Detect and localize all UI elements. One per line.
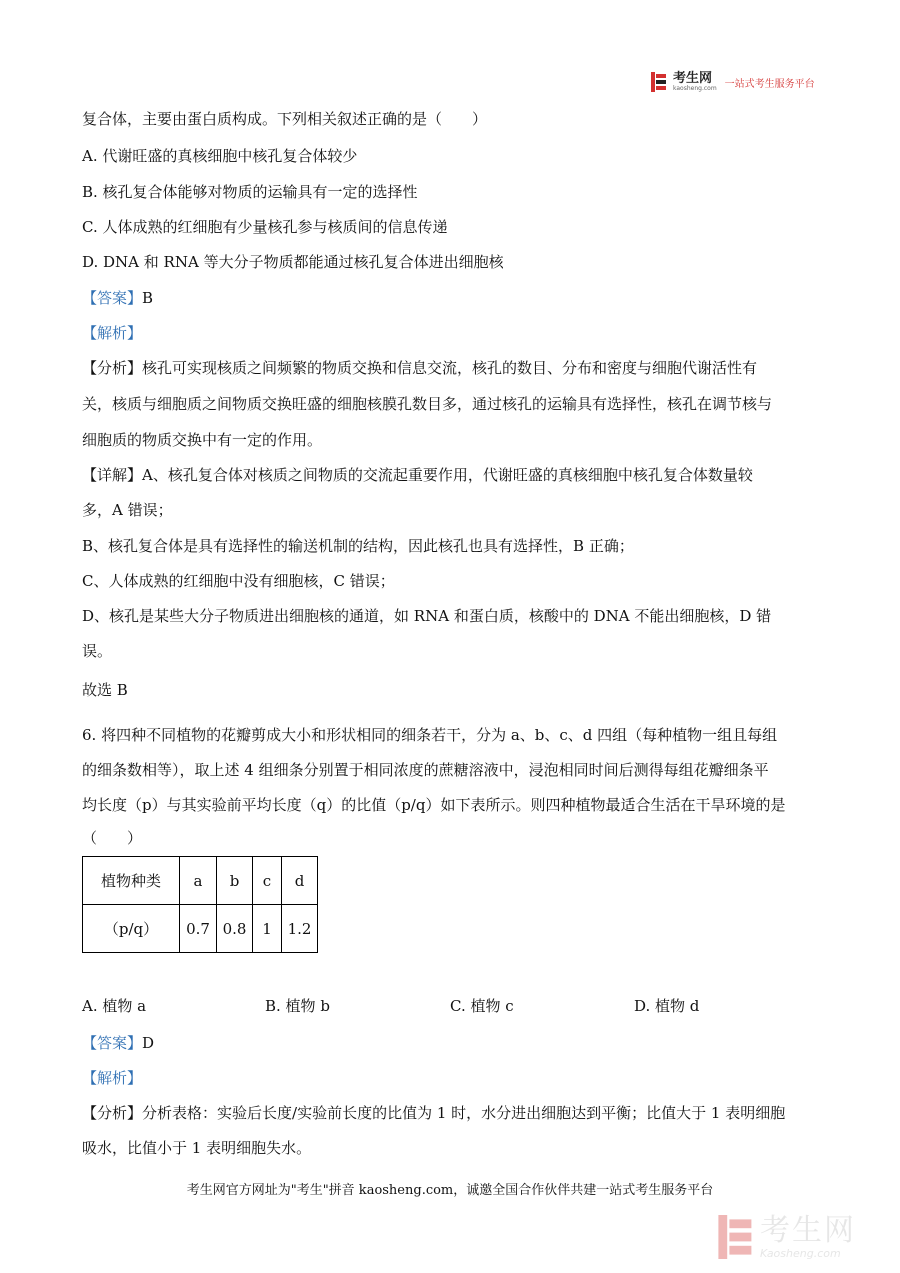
table-cell: 0.8 <box>217 905 253 953</box>
table-cell: d <box>282 857 318 905</box>
q5-answer-label: 【答案】 <box>82 289 143 307</box>
q6-stem-line-1: 6. 将四种不同植物的花瓣剪成大小和形状相同的细条若干，分为 a、b、c、d 四组（每种植物一组且每组 <box>82 726 778 744</box>
q5-xiangjie-text-1: A、核孔复合体对核质之间物质的交流起重要作用，代谢旺盛的真核细胞中核孔复合体数量较 <box>142 466 753 484</box>
q5-fenxi-label: 【分析】 <box>82 359 143 377</box>
q6-answer-value: D <box>142 1034 155 1052</box>
q5-answer-value: B <box>142 289 154 307</box>
q6-option-d: D. 植物 d <box>634 997 700 1015</box>
q5-conclusion: 故选 B <box>82 681 128 699</box>
table-cell: b <box>217 857 253 905</box>
q6-fenxi-label: 【分析】 <box>82 1104 143 1122</box>
q6-fenxi-line-1 <box>82 1103 822 1123</box>
header-logo <box>651 72 815 92</box>
q5-xiangjie-line-2: 多，A 错误； <box>82 501 173 519</box>
q5-xiangjie-line-1 <box>82 465 822 485</box>
q5-option-d: D. DNA 和 RNA 等大分子物质都能通过核孔复合体进出细胞核 <box>82 253 504 271</box>
page-footer: 考生网官方网址为"考生"拼音 kaosheng.com，诚邀全国合作伙伴共建一站式考生服务平台 <box>186 1183 714 1198</box>
q5-xiangjie-line-5: D、核孔是某些大分子物质进出细胞核的通道，如 RNA 和蛋白质，核酸中的 DNA 不能出细胞核，D 错 <box>82 607 772 625</box>
logo-name: 考生网 <box>673 71 713 86</box>
logo-text <box>673 72 717 92</box>
header-slogan: 一站式考生服务平台 <box>724 78 815 90</box>
watermark-url: Kaosheng.com <box>760 1246 841 1260</box>
watermark-text <box>760 1212 856 1260</box>
q5-answer <box>82 288 822 308</box>
q5-xiangjie-line-4: C、人体成熟的红细胞中没有细胞核，C 错误； <box>82 572 395 590</box>
q5-fenxi-line-2: 关，核质与细胞质之间物质交换旺盛的细胞核膜孔数目多，通过核孔的运输具有选择性，核孔在调节核与 <box>82 395 773 413</box>
table-cell: c <box>253 857 282 905</box>
q5-fenxi-line-1 <box>82 358 822 378</box>
table-cell: 1 <box>253 905 282 953</box>
q6-fenxi-line-2: 吸水，比值小于 1 表明细胞失水。 <box>82 1139 312 1157</box>
table-cell: a <box>180 857 217 905</box>
q5-fenxi-text-1: 核孔可实现核质之间频繁的物质交换和信息交流，核孔的数目、分布和密度与细胞代谢活性有 <box>142 359 758 377</box>
q5-xiangjie-line-6: 误。 <box>82 642 113 660</box>
q6-answer-label: 【答案】 <box>82 1034 143 1052</box>
q5-analysis-label-text: 【解析】 <box>82 324 143 342</box>
q6-stem-line-2: 的细条数相等），取上述 4 组细条分别置于相同浓度的蔗糖溶液中，浸泡相同时间后测得每组花瓣细条平 <box>82 761 769 779</box>
table-cell: 0.7 <box>180 905 217 953</box>
q5-fenxi-line-3: 细胞质的物质交换中有一定的作用。 <box>82 431 323 449</box>
q6-stem-line-3: 均长度（p）与其实验前平均长度（q）的比值（p/q）如下表所示。则四种植物最适合生活在干旱环境的是 <box>82 796 786 814</box>
q6-fenxi-text-1: 分析表格：实验后长度/实验前长度的比值为 1 时，水分进出细胞达到平衡；比值大于 1 表明细胞 <box>142 1104 786 1122</box>
watermark-name: 考生网 <box>760 1212 856 1248</box>
table-cell: 植物种类 <box>83 857 180 905</box>
q5-stem-tail: 复合体，主要由蛋白质构成。下列相关叙述正确的是（ ） <box>82 110 488 128</box>
q6-option-c: C. 植物 c <box>450 997 514 1015</box>
q6-answer <box>82 1033 822 1053</box>
q5-analysis-label <box>82 323 822 343</box>
watermark <box>718 1212 856 1260</box>
q6-analysis-label <box>82 1068 822 1088</box>
q6-stem-line-4: （ ） <box>82 829 143 847</box>
table-cell: 1.2 <box>282 905 318 953</box>
q5-xiangjie-label: 【详解】 <box>82 466 143 484</box>
logo-url: kaosheng.com <box>673 85 717 92</box>
q6-data-table <box>82 856 318 953</box>
table-data-row <box>83 905 318 953</box>
watermark-logo-icon <box>718 1215 754 1259</box>
q5-option-a: A. 代谢旺盛的真核细胞中核孔复合体较少 <box>82 147 358 165</box>
q5-option-c: C. 人体成熟的红细胞有少量核孔参与核质间的信息传递 <box>82 218 448 236</box>
q6-analysis-label-text: 【解析】 <box>82 1069 143 1087</box>
q6-option-b: B. 植物 b <box>265 997 330 1015</box>
table-header-row <box>83 857 318 905</box>
q6-option-a: A. 植物 a <box>82 997 147 1015</box>
kaosheng-logo-icon <box>651 72 667 92</box>
q5-option-b: B. 核孔复合体能够对物质的运输具有一定的选择性 <box>82 183 418 201</box>
q5-xiangjie-line-3: B、核孔复合体是具有选择性的输送机制的结构，因此核孔也具有选择性，B 正确； <box>82 537 634 555</box>
table-cell: （p/q） <box>83 905 180 953</box>
